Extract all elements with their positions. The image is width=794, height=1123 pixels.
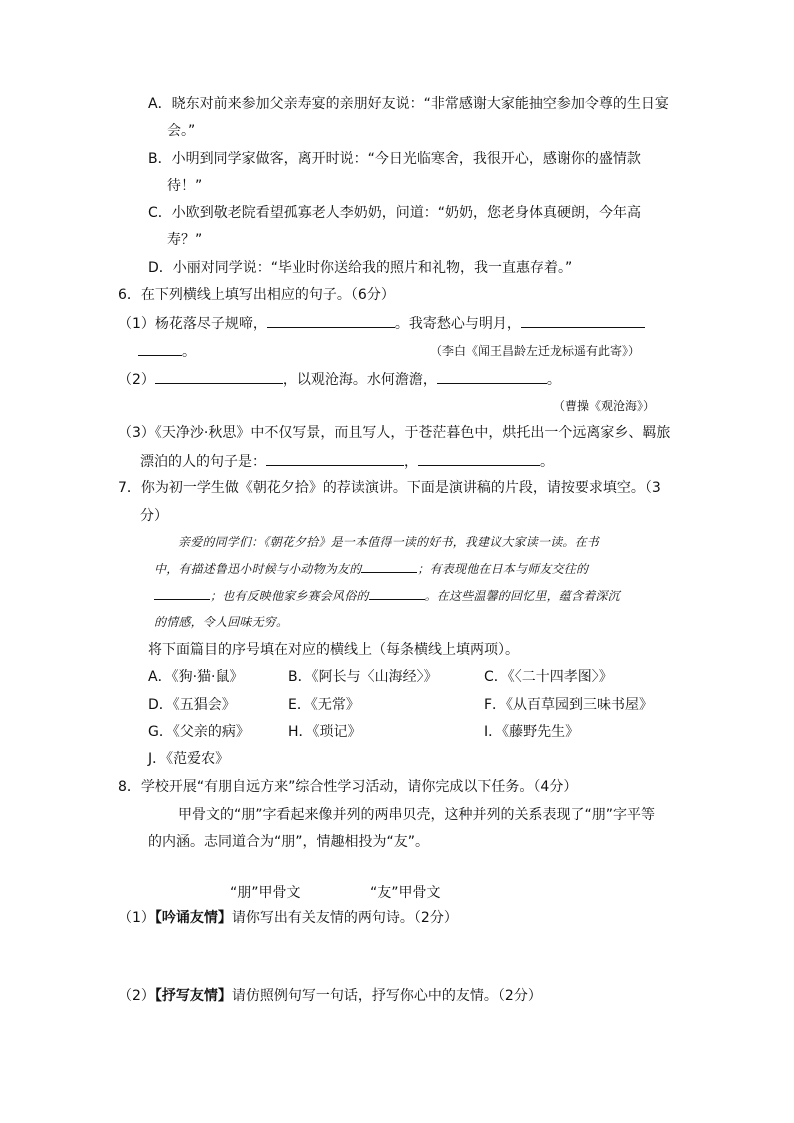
q5-option-c-line2: 寿？” xyxy=(167,232,203,248)
q6-part3-prompt: 漂泊的人的句子是： xyxy=(140,454,266,470)
q8-intro-line2: 的内涵。志同道合为“朋”，情趣相投为“友”。 xyxy=(148,834,430,850)
q7-option-f: F．《从百草园到三味书屋》 xyxy=(484,697,654,713)
q7-option-c: C．《〈二十四孝图〉》 xyxy=(484,669,613,685)
q6-part2-end: 。 xyxy=(546,372,561,388)
answer-blank[interactable] xyxy=(369,585,425,600)
q7-speech-line3 xyxy=(154,585,620,606)
q7-option-h: H．《琐记》 xyxy=(288,724,362,740)
q7-option-j: J．《范爱农》 xyxy=(148,751,230,767)
q7-option-e: E．《无常》 xyxy=(288,697,360,713)
q7-option-g: G．《父亲的病》 xyxy=(148,724,250,740)
q6-part3-comma: ， xyxy=(404,454,418,470)
q8-task2-number: （2） xyxy=(118,988,155,1004)
q6-part2-source: （曹操《观沧海》） xyxy=(553,399,656,413)
answer-blank[interactable] xyxy=(418,451,540,466)
q5-option-a-line1: A．晓东对前来参加父亲寿宴的亲朋好友说：“非常感谢大家能抽空参加令尊的生日宴 xyxy=(148,96,669,112)
q7-option-i: I．《藤野先生》 xyxy=(484,724,580,740)
q6-part2-label: （2） xyxy=(118,372,155,388)
q8-task1-tag: 【吟诵友情】 xyxy=(154,910,232,926)
q8-task2-text: 请仿照例句写一句话，抒写你心中的友情。（2分） xyxy=(231,988,542,1004)
q7-speech-2b: ；有表现他在日本与师友交往的 xyxy=(417,562,589,576)
q8-task1-text: 请你写出有关友情的两句诗。（2分） xyxy=(231,910,458,926)
answer-blank[interactable] xyxy=(155,369,283,384)
q7-speech-3a: ；也有反映他家乡赛会风俗的 xyxy=(210,589,369,603)
answer-blank[interactable] xyxy=(266,451,404,466)
q6-part2-line xyxy=(118,369,561,390)
q8-task2 xyxy=(118,986,542,1006)
q7-option-b: B．《阿长与〈山海经〉》 xyxy=(288,669,438,685)
q7-option-a: A．《狗·猫·鼠》 xyxy=(148,669,244,685)
q6-part1-source: （李白《闻王昌龄左迁龙标遥有此寄》） xyxy=(430,344,641,358)
q7-option-d: D．《五猖会》 xyxy=(148,697,236,713)
caption-peng-oracle-bone: “朋”甲骨文 xyxy=(230,885,301,901)
q7-speech-line4: 的情感，令人回味无穷。 xyxy=(154,615,289,629)
answer-blank[interactable] xyxy=(521,313,645,328)
q5-option-c-line1: C．小欧到敬老院看望孤寡老人李奶奶，问道：“奶奶，您老身体真硬朗，今年高 xyxy=(148,205,642,221)
q6-part3-line2 xyxy=(140,451,554,472)
answer-blank[interactable] xyxy=(267,313,395,328)
caption-you-oracle-bone: “友”甲骨文 xyxy=(370,885,441,901)
q7-speech-2a: 中，有描述鲁迅小时候与小动物为友的 xyxy=(154,562,362,576)
q7-speech-line1: 亲爱的同学们：《朝花夕拾》是一本值得一读的好书，我建议大家读一读。在书 xyxy=(178,535,600,549)
q6-part1-middle: 。我寄愁心与明月， xyxy=(394,316,521,332)
answer-blank[interactable] xyxy=(138,341,182,356)
q5-option-a-line2: 会。” xyxy=(167,123,196,139)
q7-title-line2: 分） xyxy=(140,508,168,524)
q8-task1 xyxy=(118,908,458,928)
q5-option-b-line2: 待！” xyxy=(167,178,203,194)
q6-title: 6．在下列横线上填写出相应的句子。（6分） xyxy=(118,287,395,303)
q6-part3-end: 。 xyxy=(540,454,554,470)
q6-part1-line2 xyxy=(138,341,196,362)
q6-part1-end: 。 xyxy=(182,344,196,360)
q8-intro-line1: 甲骨文的“朋”字看起来像并列的两串贝壳，这种并列的关系表现了“朋”字平等 xyxy=(178,807,656,823)
q5-option-b-line1: B．小明到同学家做客，离开时说：“今日光临寒舍，我很开心，感谢你的盛情款 xyxy=(148,151,641,167)
q8-task1-number: （1） xyxy=(118,910,155,926)
q7-title-line1: 7．你为初一学生做《朝花夕拾》的荐读演讲。下面是演讲稿的片段，请按要求填空。（3 xyxy=(118,480,661,496)
answer-blank[interactable] xyxy=(154,585,210,600)
q5-option-d: D．小丽对同学说：“毕业时你送给我的照片和礼物，我一直惠存着。” xyxy=(148,260,573,276)
answer-blank[interactable] xyxy=(361,558,417,573)
q6-part1-prompt: （1）杨花落尽子规啼， xyxy=(118,316,267,332)
q7-instruction: 将下面篇目的序号填在对应的横线上（每条横线上填两项）。 xyxy=(148,642,519,658)
q7-speech-line2 xyxy=(154,558,588,579)
q8-task2-tag: 【抒写友情】 xyxy=(154,988,232,1004)
q6-part1-line1 xyxy=(118,313,645,334)
q6-part2-middle: ，以观沧海。水何澹澹， xyxy=(282,372,437,388)
q8-title: 8．学校开展“有朋自远方来”综合性学习活动，请你完成以下任务。（4分） xyxy=(118,779,578,795)
q6-part3-line1: （3）《天净沙·秋思》中不仅写景，而且写人，于苍茫暮色中，烘托出一个远离家乡、羁旅 xyxy=(118,425,671,441)
answer-blank[interactable] xyxy=(437,369,547,384)
q7-speech-3b: 。在这些温馨的回忆里，蕴含着深沉 xyxy=(424,589,620,603)
